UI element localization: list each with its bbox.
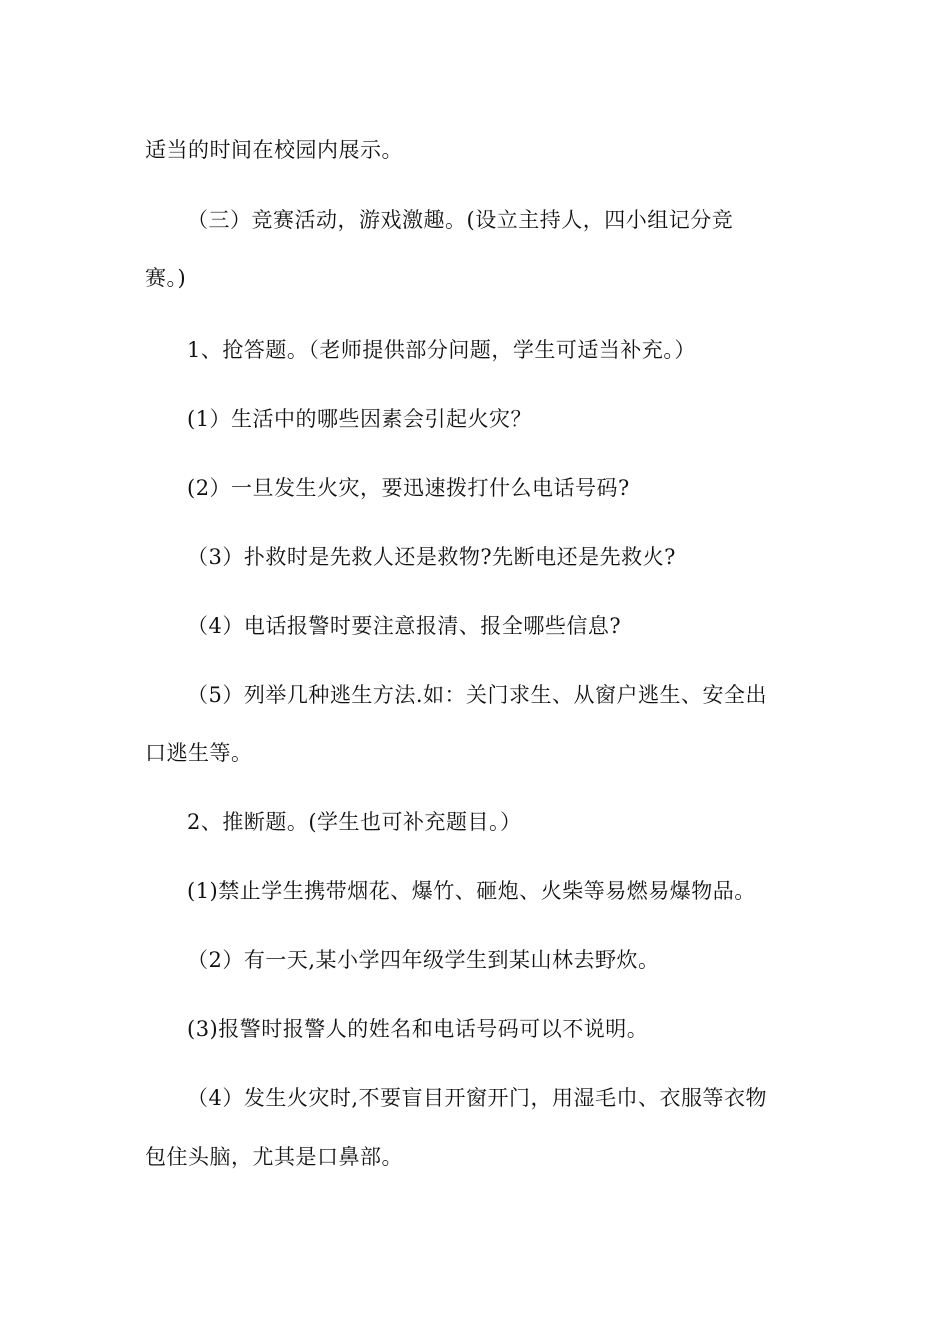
statement-4: （4）发生火灾时,不要盲目开窗开门，用湿毛巾、衣服等衣物 [187,1086,768,1110]
statement-4-continued: 包住头脑，尤其是口鼻部。 [145,1145,403,1169]
text-line-1: 适当的时间在校园内展示。 [145,138,403,162]
subheading-judgment: 2、推断题。(学生也可补充题目。） [187,810,522,834]
statement-3: (3)报警时报警人的姓名和电话号码可以不说明。 [187,1017,649,1041]
subheading-quick-answer: 1、抢答题。（老师提供部分问题，学生可适当补充。） [187,338,696,362]
section-heading-competition: （三）竞赛活动，游戏激趣。(设立主持人，四小组记分竞 [187,208,734,232]
question-5-continued: 口逃生等。 [145,741,253,765]
question-5: （5）列举几种逃生方法.如：关门求生、从窗户逃生、安全出 [187,683,768,707]
statement-2: （2）有一天,某小学四年级学生到某山林去野炊。 [187,948,660,972]
text-line-3: 赛。) [145,266,187,290]
question-3: （3）扑救时是先救人还是救物?先断电还是先救火? [187,545,676,569]
question-2: (2）一旦发生火灾，要迅速拨打什么电话号码? [187,476,630,500]
question-1: (1）生活中的哪些因素会引起火灾？ [187,407,533,431]
question-4: （4）电话报警时要注意报清、报全哪些信息? [187,614,622,638]
statement-1: (1)禁止学生携带烟花、爆竹、砸炮、火柴等易燃易爆物品。 [187,879,756,903]
